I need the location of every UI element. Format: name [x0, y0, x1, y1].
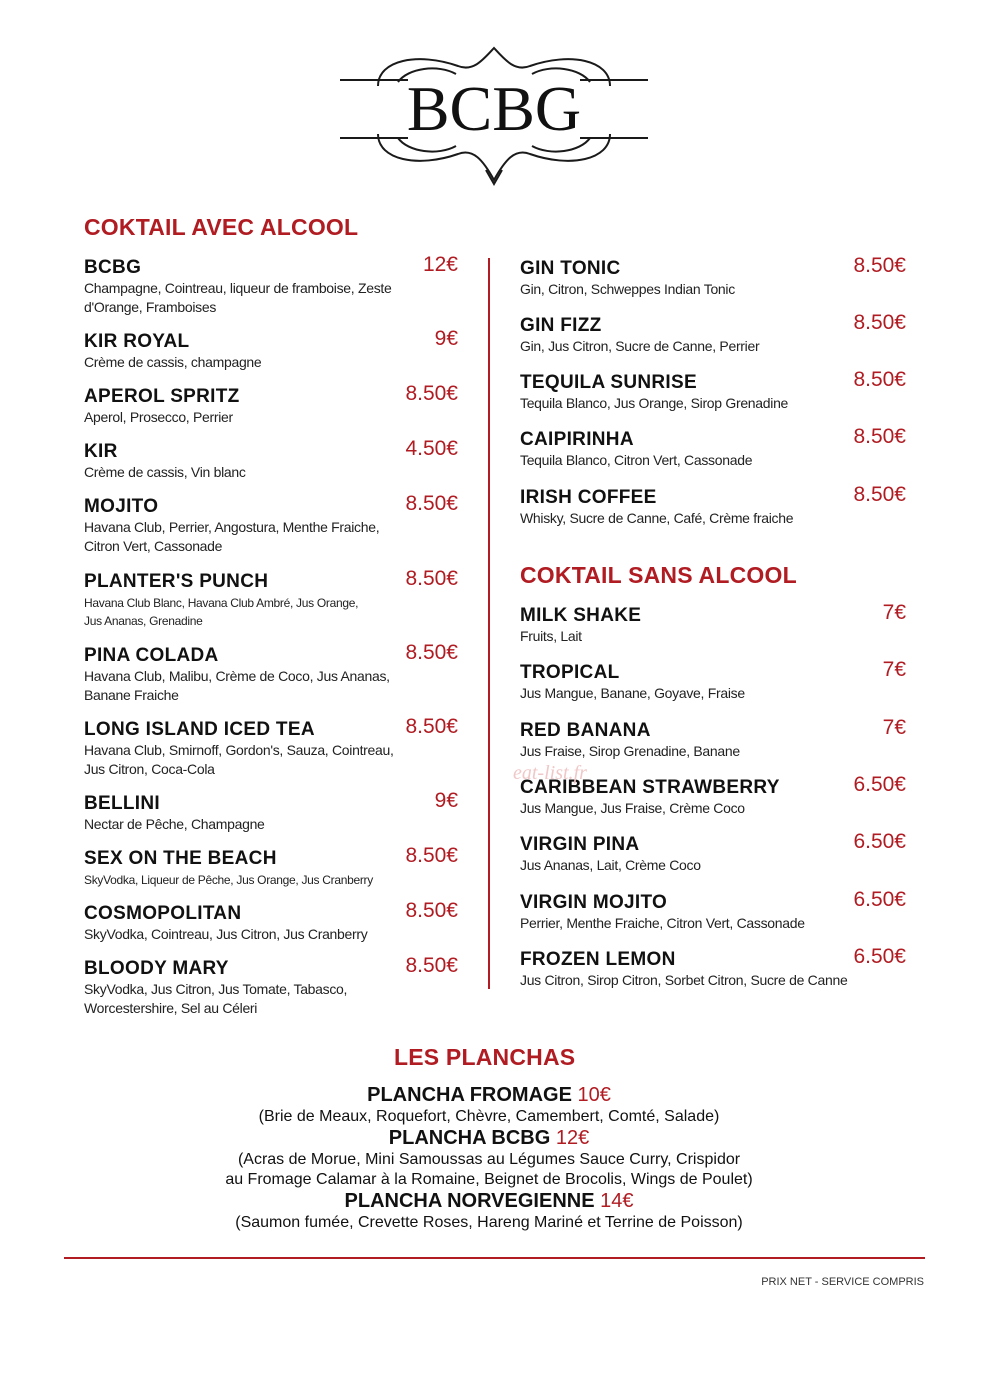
plancha-price: 10€ — [571, 1084, 611, 1106]
item-price: 8.50€ — [405, 899, 458, 922]
item-description: Jus Ananas, Lait, Crème Coco — [520, 857, 701, 873]
item-price: 8.50€ — [853, 425, 906, 448]
cocktails-sans-alcool — [520, 601, 906, 995]
item-description: Crème de cassis, Vin blanc — [84, 464, 246, 480]
item-name: BCBG — [84, 257, 142, 278]
item-name: GIN TONIC — [520, 258, 621, 279]
item-name: COSMOPOLITAN — [84, 903, 242, 924]
menu-item — [520, 311, 906, 367]
item-description: Jus Fraise, Sirop Grenadine, Banane — [520, 743, 740, 759]
section-title-planchas: LES PLANCHAS — [394, 1044, 576, 1070]
item-name: GIN FIZZ — [520, 315, 602, 336]
item-price: 7€ — [882, 601, 906, 624]
item-description: Havana Club, Smirnoff, Gordon's, Sauza, Cointreau, Jus Citron, Coca-Cola — [84, 742, 394, 777]
menu-item — [84, 954, 458, 1016]
item-name: RED BANANA — [520, 720, 651, 741]
item-description: Champagne, Cointreau, liqueur de framboise, Zeste d'Orange, Framboises — [84, 280, 392, 315]
menu-item — [520, 368, 906, 424]
menu-item — [520, 830, 906, 886]
item-price: 6.50€ — [853, 830, 906, 853]
menu-item — [84, 253, 458, 315]
menu-item — [84, 567, 458, 628]
plancha-title: PLANCHA NORVEGIENNE — [344, 1190, 595, 1212]
section-title-sans-alcool: COKTAIL SANS ALCOOL — [520, 562, 797, 588]
plancha-title: PLANCHA BCBG — [388, 1127, 551, 1149]
plancha-description: (Saumon fumée, Crevette Roses, Hareng Mariné et Terrine de Poisson) — [235, 1214, 743, 1231]
bcbg-logo — [338, 42, 650, 188]
plancha-name — [0, 1190, 978, 1213]
item-price: 8.50€ — [405, 567, 458, 590]
item-description: Crème de cassis, champagne — [84, 354, 262, 370]
plancha-price: 12€ — [550, 1127, 590, 1149]
menu-item — [84, 327, 458, 383]
menu-item — [520, 483, 906, 539]
item-price: 8.50€ — [405, 641, 458, 664]
cocktails-avec-alcool-left — [84, 253, 458, 1027]
item-name: VIRGIN PINA — [520, 834, 640, 855]
item-description: Havana Club, Malibu, Crème de Coco, Jus Ananas, Banane Fraiche — [84, 668, 390, 703]
menu-item — [84, 641, 458, 703]
svg-text:BCBG: BCBG — [406, 73, 582, 144]
item-description: Havana Club Blanc, Havana Club Ambré, Jus Orange, Jus Ananas, Grenadine — [84, 596, 359, 628]
item-name: APEROL SPRITZ — [84, 386, 240, 407]
item-price: 8.50€ — [853, 368, 906, 391]
item-price: 9€ — [434, 327, 458, 350]
item-name: CAIPIRINHA — [520, 429, 634, 450]
item-price: 6.50€ — [853, 945, 906, 968]
item-name: LONG ISLAND ICED TEA — [84, 719, 315, 740]
item-name: SEX ON THE BEACH — [84, 848, 277, 869]
item-price: 9€ — [434, 789, 458, 812]
plancha-price: 14€ — [594, 1190, 634, 1212]
item-name: MILK SHAKE — [520, 605, 642, 626]
plancha-name — [0, 1084, 978, 1107]
plancha-description: au Fromage Calamar à la Romaine, Beignet de Brocolis, Wings de Poulet) — [225, 1171, 753, 1188]
item-description: SkyVodka, Jus Citron, Jus Tomate, Tabasco, Worcestershire, Sel au Céleri — [84, 981, 348, 1016]
item-description: Tequila Blanco, Jus Orange, Sirop Grenadine — [520, 395, 789, 411]
item-description: Perrier, Menthe Fraiche, Citron Vert, Cassonade — [520, 915, 805, 931]
item-description: SkyVodka, Cointreau, Jus Citron, Jus Cranberry — [84, 926, 368, 942]
item-description: Nectar de Pêche, Champagne — [84, 816, 265, 832]
item-description: Gin, Jus Citron, Sucre de Canne, Perrier — [520, 338, 760, 354]
item-price: 6.50€ — [853, 773, 906, 796]
item-name: BELLINI — [84, 793, 160, 814]
item-description: Tequila Blanco, Citron Vert, Cassonade — [520, 452, 753, 468]
menu-item — [84, 437, 458, 493]
item-name: KIR — [84, 441, 118, 462]
menu-item — [520, 945, 906, 1001]
item-description: Fruits, Lait — [520, 628, 582, 644]
item-price: 8.50€ — [853, 311, 906, 334]
menu-item — [520, 658, 906, 714]
footer-note: PRIX NET - SERVICE COMPRIS — [761, 1276, 924, 1288]
menu-item — [84, 715, 458, 777]
item-description: Jus Citron, Sirop Citron, Sorbet Citron, Sucre de Canne — [520, 972, 848, 988]
item-name: BLOODY MARY — [84, 958, 229, 979]
section-title-avec-alcool: COKTAIL AVEC ALCOOL — [84, 214, 359, 240]
item-price: 8.50€ — [405, 382, 458, 405]
plancha-description: (Brie de Meaux, Roquefort, Chèvre, Camembert, Comté, Salade) — [258, 1108, 720, 1125]
menu-item — [520, 425, 906, 481]
item-price: 7€ — [882, 658, 906, 681]
menu-item — [520, 601, 906, 657]
item-price: 8.50€ — [405, 844, 458, 867]
item-description: Aperol, Prosecco, Perrier — [84, 409, 233, 425]
footer-rule — [64, 1257, 925, 1259]
item-name: FROZEN LEMON — [520, 949, 676, 970]
menu-item — [84, 844, 458, 900]
menu-item — [84, 492, 458, 554]
item-name: VIRGIN MOJITO — [520, 892, 668, 913]
item-price: 8.50€ — [405, 715, 458, 738]
item-price: 7€ — [882, 716, 906, 739]
item-price: 8.50€ — [405, 492, 458, 515]
item-description: SkyVodka, Liqueur de Pêche, Jus Orange, Jus Cranberry — [84, 873, 373, 887]
menu-item — [520, 254, 906, 310]
item-price: 6.50€ — [853, 888, 906, 911]
item-price: 8.50€ — [405, 954, 458, 977]
watermark: eat-list.fr — [513, 762, 587, 784]
plancha-name — [0, 1127, 978, 1150]
item-name: PLANTER'S PUNCH — [84, 571, 269, 592]
item-description: Jus Mangue, Banane, Goyave, Fraise — [520, 685, 745, 701]
item-name: CARIBBEAN STRAWBERRY — [520, 777, 780, 798]
item-name: KIR ROYAL — [84, 331, 190, 352]
item-name: PINA COLADA — [84, 645, 219, 666]
item-price: 4.50€ — [405, 437, 458, 460]
menu-item — [520, 888, 906, 944]
item-description: Gin, Citron, Schweppes Indian Tonic — [520, 281, 735, 297]
item-price: 8.50€ — [853, 483, 906, 506]
item-name: MOJITO — [84, 496, 159, 517]
item-name: TROPICAL — [520, 662, 620, 683]
item-description: Jus Mangue, Jus Fraise, Crème Coco — [520, 800, 745, 816]
menu-item — [84, 899, 458, 955]
item-price: 12€ — [422, 253, 458, 276]
item-name: TEQUILA SUNRISE — [520, 372, 697, 393]
item-name: IRISH COFFEE — [520, 487, 657, 508]
item-price: 8.50€ — [853, 254, 906, 277]
menu-item — [84, 789, 458, 845]
menu-item — [84, 382, 458, 438]
column-divider — [488, 258, 490, 989]
item-description: Havana Club, Perrier, Angostura, Menthe Fraiche, Citron Vert, Cassonade — [84, 519, 380, 554]
item-description: Whisky, Sucre de Canne, Café, Crème fraiche — [520, 510, 794, 526]
cocktails-avec-alcool-right — [520, 254, 906, 538]
planchas-list — [0, 1084, 978, 1233]
plancha-description: (Acras de Morue, Mini Samoussas au Légumes Sauce Curry, Crispidor — [237, 1151, 741, 1168]
plancha-title: PLANCHA FROMAGE — [367, 1084, 572, 1106]
